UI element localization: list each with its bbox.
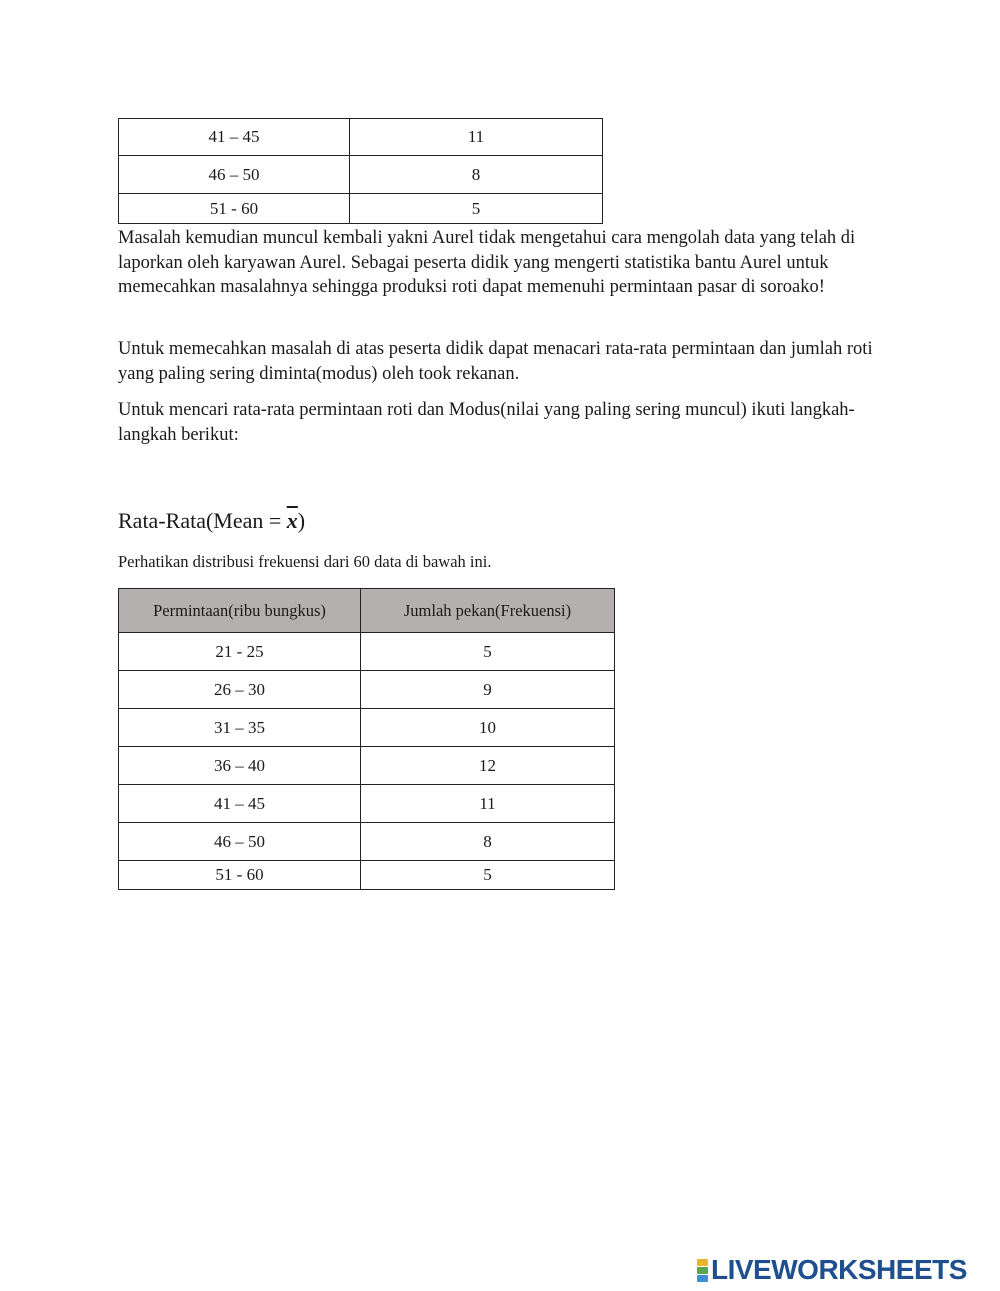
- frequency-cell: 5: [361, 633, 615, 671]
- frequency-column-header: Jumlah pekan(Frekuensi): [361, 589, 615, 633]
- mean-heading-prefix: Rata-Rata(Mean =: [118, 508, 287, 533]
- frequency-cell: 11: [350, 119, 603, 156]
- logo-blocks-icon: [697, 1259, 708, 1282]
- table-row: [119, 119, 603, 156]
- interval-cell: 41 – 45: [119, 785, 361, 823]
- distribution-intro: Perhatikan distribusi frekuensi dari 60 data di bawah ini.: [118, 552, 492, 571]
- table-row: [119, 861, 615, 890]
- logo-block-i: [697, 1267, 708, 1274]
- frequency-cell: 9: [361, 671, 615, 709]
- interval-cell: 51 - 60: [119, 194, 350, 224]
- steps-paragraph: Untuk mencari rata-rata permintaan roti dan Modus(nilai yang paling sering muncul) ikuti langkah-langkah berikut:: [118, 400, 855, 445]
- frequency-cell: 8: [361, 823, 615, 861]
- frequency-cell: 10: [361, 709, 615, 747]
- interval-cell: 46 – 50: [119, 823, 361, 861]
- logo-text: LIVEWORKSHEETS: [711, 1254, 967, 1285]
- frequency-cell: 5: [350, 194, 603, 224]
- interval-cell: 51 - 60: [119, 861, 361, 890]
- frequency-cell: 8: [350, 156, 603, 194]
- frequency-distribution-table: [118, 588, 615, 890]
- table-row: [119, 823, 615, 861]
- liveworksheets-logo: [697, 1255, 967, 1285]
- table-row: [119, 709, 615, 747]
- frequency-cell: 11: [361, 785, 615, 823]
- table-row: [119, 633, 615, 671]
- demand-column-header: Permintaan(ribu bungkus): [119, 589, 361, 633]
- interval-cell: 36 – 40: [119, 747, 361, 785]
- interval-cell: 31 – 35: [119, 709, 361, 747]
- table-row: [119, 671, 615, 709]
- interval-cell: 46 – 50: [119, 156, 350, 194]
- table-row: [119, 747, 615, 785]
- logo-block-l: [697, 1259, 708, 1266]
- interval-cell: 26 – 30: [119, 671, 361, 709]
- logo-block-v: [697, 1275, 708, 1282]
- frequency-cell: 5: [361, 861, 615, 890]
- table-row: [119, 785, 615, 823]
- continued-frequency-table: [118, 118, 603, 224]
- table-row: [119, 194, 603, 224]
- mean-heading: [118, 508, 305, 534]
- mean-heading-suffix: ): [297, 508, 306, 533]
- problem-paragraph: Masalah kemudian muncul kembali yakni Aurel tidak mengetahui cara mengolah data yang telah di laporkan oleh karyawan Aurel. Sebagai peserta didik yang mengerti statistika bantu Aurel untuk memecahkan masalahnya sehingga produksi roti dapat memenuhi permintaan pasar di soroako!: [118, 228, 856, 297]
- solution-paragraph: Untuk memecahkan masalah di atas peserta didik dapat menacari rata-rata permintaan dan jumlah roti yang paling sering diminta(modus) oleh took rekanan.: [118, 339, 873, 384]
- interval-cell: 21 - 25: [119, 633, 361, 671]
- frequency-cell: 12: [361, 747, 615, 785]
- x-bar-symbol: x: [286, 508, 298, 533]
- interval-cell: 41 – 45: [119, 119, 350, 156]
- table-row: [119, 156, 603, 194]
- table-header-row: [119, 589, 615, 633]
